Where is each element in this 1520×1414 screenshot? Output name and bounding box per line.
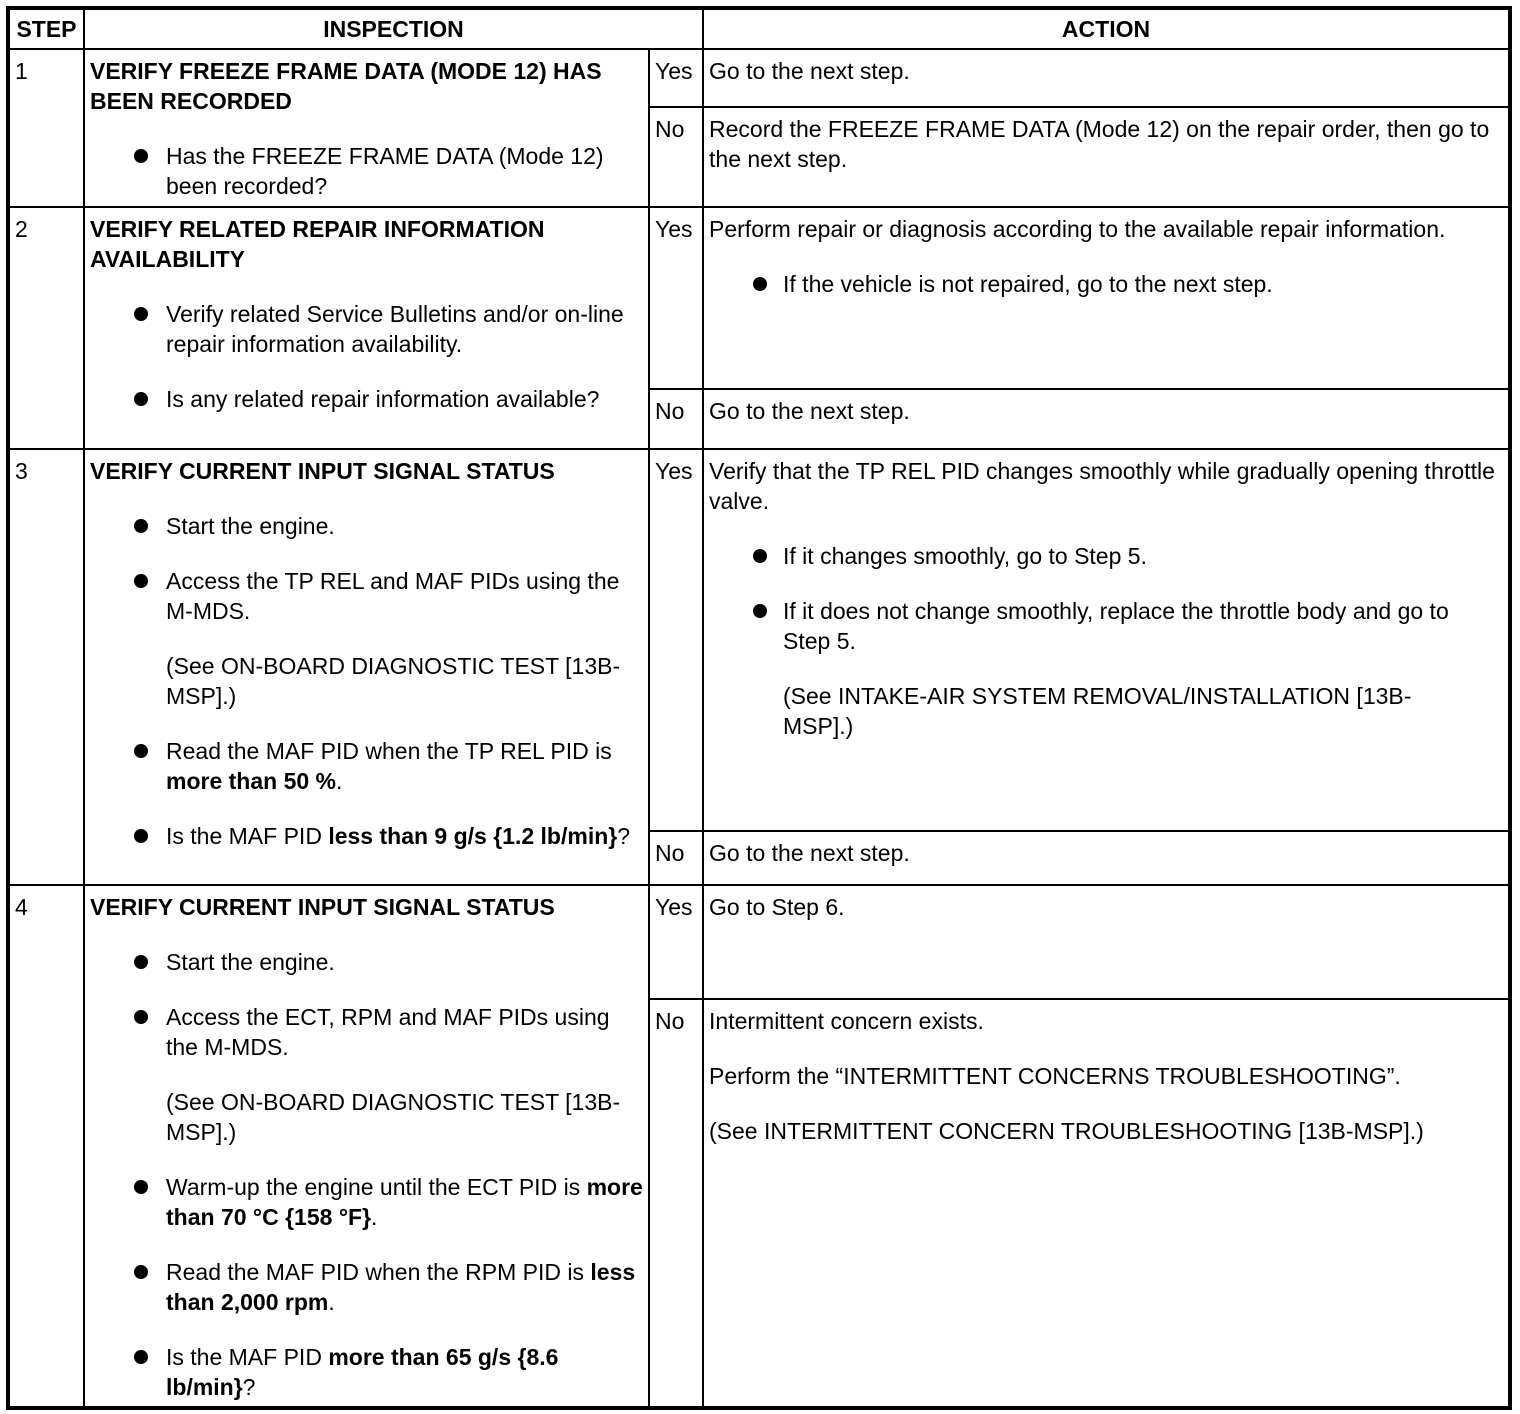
list-item	[90, 947, 644, 977]
list-item	[90, 1172, 644, 1232]
inspection-title: VERIFY RELATED REPAIR INFORMATION AVAILABILITY	[90, 216, 545, 272]
bullet-text-value: more than 70 °C {158 °F}	[166, 1174, 643, 1230]
bullet-icon	[134, 392, 148, 406]
bullet-icon	[753, 277, 767, 291]
action-text: Go to the next step.	[709, 58, 910, 84]
bullet-reference: (See INTAKE-AIR SYSTEM REMOVAL/INSTALLATION [13B-MSP].)	[783, 683, 1412, 739]
bullet-icon	[134, 1180, 148, 1194]
header-row	[8, 8, 1510, 49]
action-yes	[703, 885, 1510, 999]
bullet-text-pre: Is the MAF PID	[166, 823, 329, 849]
header-step: STEP	[8, 8, 84, 49]
bullet-text-value: more than 65 g/s {8.6 lb/min}	[166, 1344, 559, 1400]
bullet-text-post: .	[371, 1204, 378, 1230]
inspection-cell	[84, 449, 649, 885]
inspection-list	[90, 511, 644, 851]
no-label: No	[649, 107, 703, 207]
list-item	[90, 299, 644, 359]
inspection-list	[90, 947, 644, 1402]
list-item	[709, 269, 1504, 299]
bullet-icon	[753, 604, 767, 618]
yes-label: Yes	[649, 49, 703, 107]
bullet-text: If the vehicle is not repaired, go to the next step.	[783, 271, 1273, 297]
list-item	[709, 541, 1504, 571]
action-list	[709, 269, 1504, 299]
bullet-text-pre: Is the MAF PID	[166, 1344, 329, 1370]
diagnostic-table	[6, 6, 1512, 1410]
bullet-text: Is any related repair information available?	[166, 386, 600, 412]
bullet-text-pre: Warm-up the engine until the ECT PID is	[166, 1174, 587, 1200]
bullet-icon	[134, 955, 148, 969]
list-item	[90, 821, 644, 851]
action-no	[703, 107, 1510, 207]
action-no	[703, 389, 1510, 449]
list-item	[90, 1257, 644, 1317]
action-text: Go to the next step.	[709, 840, 910, 866]
list-item	[90, 141, 644, 201]
bullet-text-value: less than 2,000 rpm	[166, 1259, 636, 1315]
bullet-reference: (See ON-BOARD DIAGNOSTIC TEST [13B-MSP].)	[166, 653, 621, 709]
yes-label: Yes	[649, 449, 703, 831]
inspection-title: VERIFY CURRENT INPUT SIGNAL STATUS	[90, 894, 555, 920]
bullet-icon	[134, 744, 148, 758]
bullet-text: Verify related Service Bulletins and/or on-line repair information availability.	[166, 301, 624, 357]
list-item	[90, 566, 644, 711]
list-item	[90, 1002, 644, 1147]
no-label: No	[649, 389, 703, 449]
action-text: Go to the next step.	[709, 398, 910, 424]
action-text: Verify that the TP REL PID changes smoothly while gradually opening throttle valve.	[709, 458, 1495, 514]
action-no	[703, 831, 1510, 885]
bullet-text-post: ?	[617, 823, 631, 849]
header-inspection: INSPECTION	[84, 8, 703, 49]
action-list	[709, 541, 1504, 741]
inspection-list	[90, 299, 644, 414]
action-text: Record the FREEZE FRAME DATA (Mode 12) on the repair order, then go to the next step.	[709, 116, 1490, 172]
inspection-title: VERIFY CURRENT INPUT SIGNAL STATUS	[90, 458, 555, 484]
inspection-list	[90, 141, 644, 201]
table-row	[8, 207, 1510, 389]
bullet-reference: (See ON-BOARD DIAGNOSTIC TEST [13B-MSP].)	[166, 1089, 621, 1145]
inspection-cell	[84, 207, 649, 449]
no-label: No	[649, 831, 703, 885]
yes-label: Yes	[649, 885, 703, 999]
bullet-text-value: more than 50 %	[166, 768, 336, 794]
bullet-icon	[134, 574, 148, 588]
bullet-icon	[134, 1265, 148, 1279]
inspection-title: VERIFY FREEZE FRAME DATA (MODE 12) HAS BEEN RECORDED	[90, 58, 602, 114]
action-text: (See INTERMITTENT CONCERN TROUBLESHOOTING [13B-MSP].)	[709, 1118, 1424, 1145]
bullet-icon	[134, 307, 148, 321]
list-item	[90, 511, 644, 541]
table-row	[8, 49, 1510, 107]
action-yes	[703, 49, 1510, 107]
yes-label: Yes	[649, 207, 703, 389]
list-item	[90, 384, 644, 414]
list-item	[90, 736, 644, 796]
table-body	[8, 49, 1510, 1408]
bullet-icon	[134, 1010, 148, 1024]
bullet-text-pre: Read the MAF PID when the TP REL PID is	[166, 738, 612, 764]
inspection-cell	[84, 885, 649, 1408]
action-text: Perform repair or diagnosis according to the available repair information.	[709, 216, 1446, 242]
table-row	[8, 885, 1510, 999]
bullet-icon	[134, 149, 148, 163]
bullet-text-post: .	[328, 1289, 335, 1315]
bullet-text-post: .	[336, 768, 343, 794]
action-yes	[703, 449, 1510, 831]
step-number: 3	[8, 449, 84, 885]
bullet-text-post: ?	[242, 1374, 256, 1400]
action-no	[703, 999, 1510, 1408]
bullet-text: Has the FREEZE FRAME DATA (Mode 12) been recorded?	[166, 143, 604, 199]
bullet-icon	[753, 549, 767, 563]
list-item	[90, 1342, 644, 1402]
bullet-text: Start the engine.	[166, 949, 335, 975]
header-action: ACTION	[703, 8, 1510, 49]
bullet-text-value: less than 9 g/s {1.2 lb/min}	[328, 823, 618, 849]
table-row	[8, 449, 1510, 831]
bullet-text-pre: Read the MAF PID when the RPM PID is	[166, 1259, 591, 1285]
no-label: No	[649, 999, 703, 1408]
bullet-icon	[134, 519, 148, 533]
step-number: 4	[8, 885, 84, 1408]
list-item	[709, 596, 1504, 741]
action-yes	[703, 207, 1510, 389]
bullet-icon	[134, 829, 148, 843]
step-number: 2	[8, 207, 84, 449]
bullet-text: If it does not change smoothly, replace the throttle body and go to Step 5.	[783, 598, 1449, 654]
bullet-text: If it changes smoothly, go to Step 5.	[783, 543, 1147, 569]
action-text: Go to Step 6.	[709, 894, 845, 920]
bullet-text: Start the engine.	[166, 513, 335, 539]
action-text: Perform the “INTERMITTENT CONCERNS TROUBLESHOOTING”.	[709, 1063, 1401, 1090]
bullet-icon	[134, 1350, 148, 1364]
bullet-text: Access the ECT, RPM and MAF PIDs using the M-MDS.	[166, 1004, 610, 1060]
step-number: 1	[8, 49, 84, 207]
inspection-cell	[84, 49, 649, 207]
bullet-text: Access the TP REL and MAF PIDs using the M-MDS.	[166, 568, 620, 624]
action-text: Intermittent concern exists.	[709, 1008, 984, 1035]
